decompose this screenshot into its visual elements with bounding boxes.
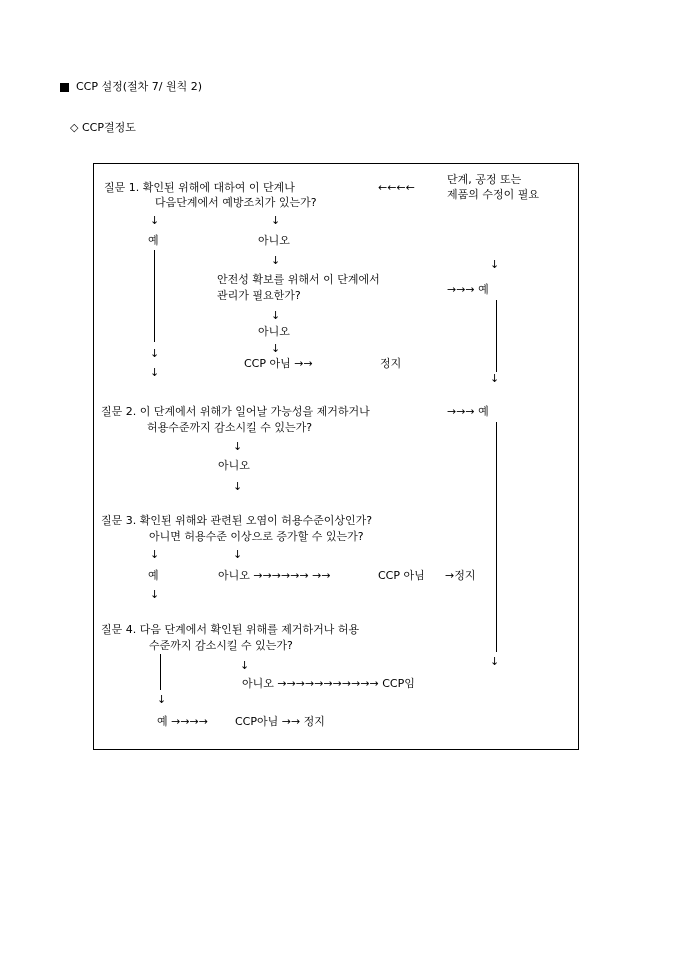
- q3-line1: 질문 3. 확인된 위해와 관련된 오염이 허용수준이상인가?: [101, 514, 373, 527]
- q1b-no: 아니오: [258, 325, 290, 338]
- section-title: CCP 설정(절차 7/ 원칙 2): [76, 80, 203, 93]
- section-subtitle: ◇ CCP결정도: [70, 121, 136, 134]
- q1-line2: 다음단계에서 예방조치가 있는가?: [155, 196, 317, 209]
- arrow-down-icon: ↓: [157, 693, 167, 706]
- q1b-line2: 관리가 필요한가?: [217, 289, 301, 302]
- arrow-down-icon: ↓: [240, 659, 250, 672]
- decision-tree-box: [93, 163, 579, 750]
- q1-modify-line2: 제품의 수정이 필요: [447, 188, 540, 201]
- q3-yes: 예: [148, 569, 159, 582]
- arrow-down-icon: ↓: [150, 214, 160, 227]
- arrow-down-icon: ↓: [233, 440, 243, 453]
- arrow-down-icon: ↓: [490, 258, 500, 271]
- q3-stop: →정지: [445, 569, 476, 582]
- q1b-yes-line: [496, 300, 497, 372]
- q1b-stop: 정지: [380, 357, 402, 370]
- q2-no: 아니오: [218, 459, 250, 472]
- q1b-line1: 안전성 확보를 위해서 이 단계에서: [217, 273, 380, 286]
- q2-yes-line: [496, 422, 497, 652]
- arrow-down-icon: ↓: [150, 347, 160, 360]
- q3-line2: 아니면 허용수준 이상으로 증가할 수 있는가?: [149, 530, 364, 543]
- arrow-down-icon: ↓: [150, 548, 160, 561]
- arrow-down-icon: ↓: [490, 372, 500, 385]
- q1-left-arrow: ←←←←: [378, 181, 415, 194]
- arrow-down-icon: ↓: [150, 588, 160, 601]
- q1-modify-line1: 단계, 공정 또는: [447, 173, 522, 186]
- q1-yes-line: [154, 250, 155, 342]
- arrow-down-icon: ↓: [271, 214, 281, 227]
- arrow-down-icon: ↓: [271, 254, 281, 267]
- arrow-down-icon: ↓: [271, 309, 281, 322]
- arrow-down-icon: ↓: [150, 366, 160, 379]
- q4-yes-chain: 예 →→→→: [157, 715, 208, 728]
- q2-line1: 질문 2. 이 단계에서 위해가 일어날 가능성을 제거하거나: [101, 405, 370, 418]
- arrow-down-icon: ↓: [271, 342, 281, 355]
- q4-line1: 질문 4. 다음 단계에서 확인된 위해를 제거하거나 허용: [101, 623, 360, 636]
- arrow-down-icon: ↓: [490, 655, 500, 668]
- q4-no-chain: 아니오 →→→→→→→→→→→ CCP임: [242, 677, 415, 690]
- q1-line1: 질문 1. 확인된 위해에 대하여 이 단계나: [104, 181, 295, 194]
- arrow-down-icon: ↓: [233, 548, 243, 561]
- q4-line2: 수준까지 감소시킬 수 있는가?: [149, 639, 293, 652]
- arrow-down-icon: ↓: [233, 480, 243, 493]
- q1-no: 아니오: [258, 234, 290, 247]
- q1b-ccp-not: CCP 아님 →→: [244, 357, 313, 370]
- q4-yes-line: [160, 654, 161, 690]
- q2-yes-arrow: →→→ 예: [447, 405, 489, 418]
- q3-ccp-not: CCP 아님: [378, 569, 425, 582]
- q2-line2: 허용수준까지 감소시킬 수 있는가?: [147, 421, 313, 434]
- q1-yes: 예: [148, 234, 159, 247]
- q4-ccp-not: CCP아님 →→ 정지: [235, 715, 325, 728]
- section-bullet-square: [60, 83, 69, 92]
- q1b-yes-arrow: →→→ 예: [447, 283, 489, 296]
- q3-no-chain: 아니오 →→→→→→ →→: [218, 569, 331, 582]
